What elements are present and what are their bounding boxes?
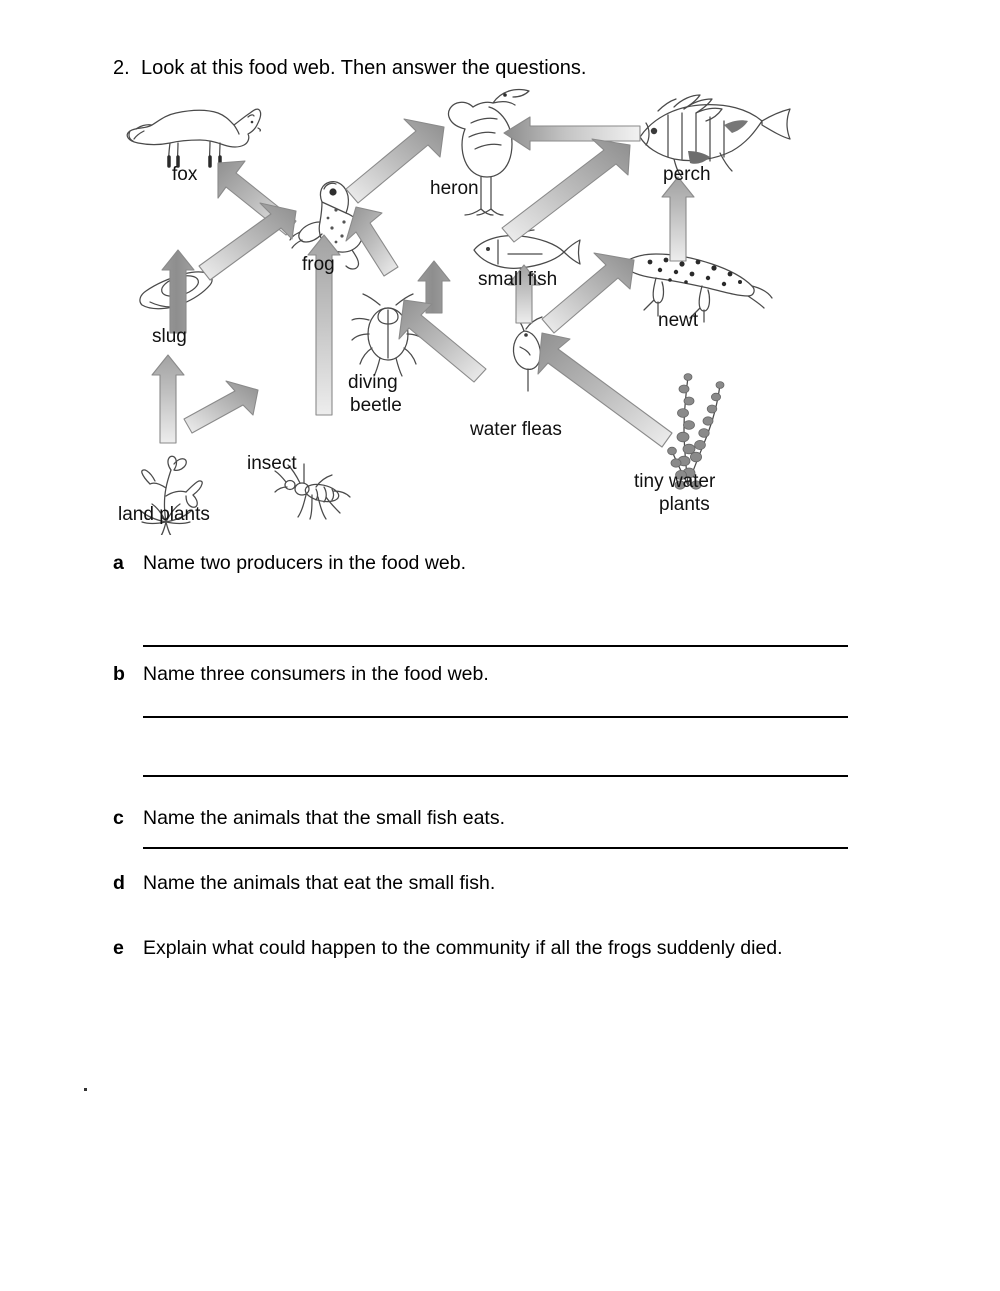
label-water-fleas: water fleas [470,419,562,440]
arrow-slug-to-frog [199,203,296,280]
arrow-land-plants-to-insect [184,381,258,433]
food-web-diagram [110,85,810,535]
label-insect: insect [247,453,297,474]
arrow-newt-to-perch [662,177,694,261]
label-diving-beetle-line1: diving [348,372,398,393]
label-newt: newt [658,310,699,331]
sub-question-a-text: Name two producers in the food web. [143,552,467,574]
label-small-fish: small fish [478,269,558,290]
answer-line-3[interactable] [143,775,848,777]
sub-question-c-text: Name the animals that the small fish eats. [143,807,505,829]
water-fleas-illustration [513,317,542,391]
food-web-svg [110,85,810,535]
sub-question-b-letter: b [113,663,125,685]
stray-mark [84,1088,87,1091]
label-diving-beetle-line2: beetle [350,395,402,416]
sub-question-c-letter: c [113,807,124,829]
fox-illustration [127,109,260,166]
question-number: 2. [113,57,130,79]
label-fox: fox [172,164,198,185]
arrow-diving-beetle-to-frog [346,207,398,276]
sub-question-e-text: Explain what could happen to the community if all the frogs suddenly died. [143,937,783,959]
answer-line-4[interactable] [143,847,848,849]
label-land-plants: land plants [118,504,210,525]
sub-question-b-text: Name three consumers in the food web. [143,663,489,685]
question-heading [113,55,586,81]
label-frog: frog [302,254,335,275]
arrow-water-fleas-to-newt [542,253,634,333]
answer-line-2[interactable] [143,716,848,718]
question-prompt: Look at this food web. Then answer the questions. [141,57,587,79]
sub-question-d-letter: d [113,872,125,894]
arrow-small-fish-to-perch [502,139,630,242]
sub-question-e-letter: e [113,937,124,959]
sub-question-d-text: Name the animals that eat the small fish. [143,872,496,894]
sub-question-a-letter: a [113,552,124,574]
label-slug: slug [152,326,187,347]
label-tiny-water-plants-line1: tiny water [634,471,716,492]
label-tiny-water-plants-line2: plants [659,494,710,515]
answer-line-1[interactable] [143,645,848,647]
label-heron: heron [430,178,479,199]
label-perch: perch [663,164,711,185]
arrow-land-plants-to-slug [152,355,184,443]
